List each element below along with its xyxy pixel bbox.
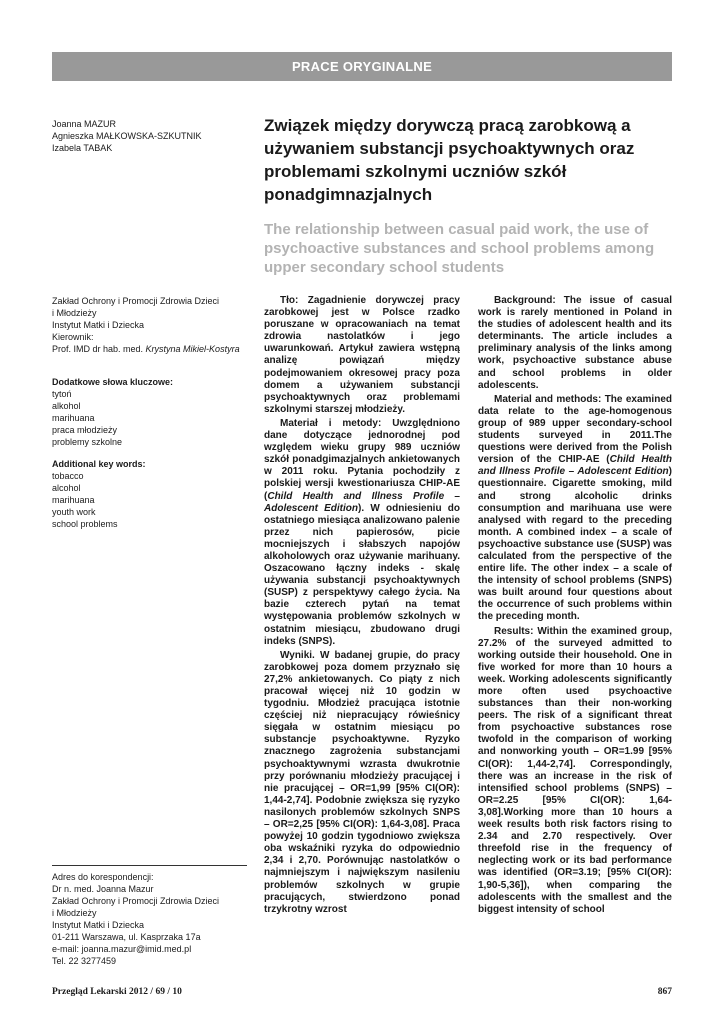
text-run: Materiał i metody: Uwzględniono dane dotyczące jednorodnej pod względem wieku grupy 989 uczniów szkół ponadgimazjalnych ankietowanych w 2011 roku. Pytania pochodziły z polskiej wersji kwestionariusza CHIP-AE ( [264,417,460,502]
page-number: 867 [657,987,672,997]
divider [52,865,247,866]
keyword-item: school problems [52,519,118,529]
abstract-paragraph [478,394,672,624]
author-name: Izabela TABAK [52,143,113,153]
keyword-item: tytoń [52,389,72,399]
abstract-paragraph [264,418,460,648]
head-name: Krystyna Mikiel-Kostyra [145,344,240,354]
correspondence-line: i Młodzieży [52,908,97,918]
article-title-english: The relationship between casual paid work, the use of psychoactive substances and school problems among upper secondary school students [264,221,655,276]
affiliation-line: Zakład Ochrony i Promocji Zdrowia Dzieci [52,296,220,306]
abstract-paragraph: Wyniki. W badanej grupie, do pracy zarobkowej poza domem przyznało się 27,2% ankietowanych. Co piąty z nich pracował więcej niż 10 godzin w tygodniu. Młodzież pracująca istotnie częściej niż niepracujący rówieśnicy sięgała w ostatnim miesiącu po substancje psychoaktywne. Ryzyko znacznego zagrożenia substancjami psychoaktywnymi wzrasta dwukrotnie przy porównaniu młodzieży pracującej i nie pracującej – OR=1,99 [95% CI(OR): 1,44-2,74]. Podobnie zwiększa się ryzyko nasilonych problemów szkolnych SNPS – OR=2,25 [95% CI(OR): 1,64-3,08]. Praca powyżej 10 godzin tygodniowo zwiększa oba wskaźniki ryzyka do odpowiednio 2,34 i 2,70. Porównując nastolatków o najmniejszym i największym nasileniu problemów szkolnych w grupie pracujących, stwierdzono ponad trzykrotny wzrost [264,649,460,915]
keywords-english [52,458,257,530]
author-name: Agnieszka MAŁKOWSKA-SZKUTNIK [52,131,202,141]
keyword-item: praca młodzieży [52,425,118,435]
abstract-polish [264,295,460,915]
keyword-item: problemy szkolne [52,437,123,447]
keyword-item: alkohol [52,401,81,411]
article-title-polish: Związek między dorywczą pracą zarobkową a używaniem substancji psychoaktywnych oraz problemami szkolnymi uczniów szkół ponadgimnazjalnych [264,116,635,204]
affiliation [52,295,257,355]
journal-citation: Przegląd Lekarski 2012 / 69 / 10 [52,987,182,997]
correspondence-email: e-mail: joanna.mazur@imid.med.pl [52,944,192,954]
keywords-polish [52,376,257,448]
keywords-heading: Dodatkowe słowa kluczowe: [52,377,174,387]
text-run: Material and methods: The examined data relate to the age-homogenous group of 989 upper secondary-school students surveyed in 2011.The questions were derived from the Polish version of the CHIP-AE ( [478,393,672,466]
correspondence-address [52,871,257,967]
affiliation-line: Kierownik: [52,332,94,342]
correspondence-line: Instytut Matki i Dziecka [52,920,145,930]
section-banner: PRACE ORYGINALNE [52,52,672,81]
affiliation-line: Instytut Matki i Dziecka [52,320,145,330]
text-run: ). W odniesieniu do ostatniego miesiąca analizowano palenie przez nich papierosów, picie mocniejszych i słabszych napojów alkoholowych oraz używanie marihuany. Oszacowano łączny indeks - skalę używania substancji psychoaktywnych (SUSP) z perspektywy całego życia. Na bazie czterech pytań na temat występowania problemów szkolnych w ostatnim miesiącu, zbudowano drugi indeks (SNPS). [264,502,460,647]
abstract-paragraph: Tło: Zagadnienie dorywczej pracy zarobkowej jest w Polsce rzadko poruszane w opracowaniach na temat zdrowia nastolatków i jego uwarunkowań. Artykuł zawiera wstępną analizę powiązań między podejmowaniem okresowej pracy poza domem a używaniem substancji psychoaktywnych oraz problemami szkolnymi starszej młodzieży. [264,295,460,415]
text-run: ) questionnaire. Cigarette smoking, mild and strong alcoholic drinks consumption and marihuana use were analysed with regard to the preceding month. A combined index – a scale of psychoactive substance use (SUSP) was calculated from the perspective of the entire life. The other index – a scale of the intensity of school problems (SNPS) was built around four questions about the occurrence of such problems within the preceding month. [478,466,672,623]
correspondence-line: 01-211 Warszawa, ul. Kasprzaka 17a [52,932,201,942]
department-head [52,343,257,355]
correspondence-line: Zakład Ochrony i Promocji Zdrowia Dzieci [52,896,220,906]
keyword-item: marihuana [52,495,95,505]
abstract-paragraph: Background: The issue of casual work is rarely mentioned in Poland in the studies of adolescent health and its determinants. The article includes a preliminary analysis of the links among work, psychoactive substance abuse and school problems in older adolescents. [478,295,672,391]
correspondence-line: Adres do korespondencji: [52,872,154,882]
questionnaire-name: Child Health and Illness Profile – Adolescent Edition [478,454,672,478]
correspondence-phone: Tel. 22 3277459 [52,956,117,966]
affiliation-line: i Młodzieży [52,308,97,318]
abstract-paragraph: Results: Within the examined group, 27.2% of the surveyed admitted to working outside their household. One in five worked for more than 10 hours a week. Working adolescents significantly more often used psychoactive substances than their non-working peers. The risk of a significant threat from psychoactive substances rose twofold in the comparison of working and nonworking youth – OR=1.99 [95% CI(OR): 1,44-2,74]. Correspondingly, there was an increase in the risk of intensified school problems (SNPS) – OR=2.25 [95% CI(OR): 1,64-3,08].Working more than 10 hours a week results both risk factors rising to 2.34 and 2.70 respectively. Over threefold rise in the frequency of neglecting work or its bad performance was identified (OR=3.19; [95% CI(OR): 1,90-5,36]), when comparing the adolescents with the smallest and the biggest intensity of school [478,625,672,915]
questionnaire-name: Child Health and Illness Profile – Adolescent Edition [264,490,460,514]
keyword-item: marihuana [52,413,95,423]
keywords-heading: Additional key words: [52,459,146,469]
author-name: Joanna MAZUR [52,119,117,129]
author-list [52,118,257,154]
keyword-item: alcohol [52,483,81,493]
abstract-english [478,295,672,915]
head-title: Prof. IMD dr hab. med. [52,344,146,354]
keyword-item: tobacco [52,471,84,481]
keyword-item: youth work [52,507,96,517]
correspondence-line: Dr n. med. Joanna Mazur [52,884,154,894]
